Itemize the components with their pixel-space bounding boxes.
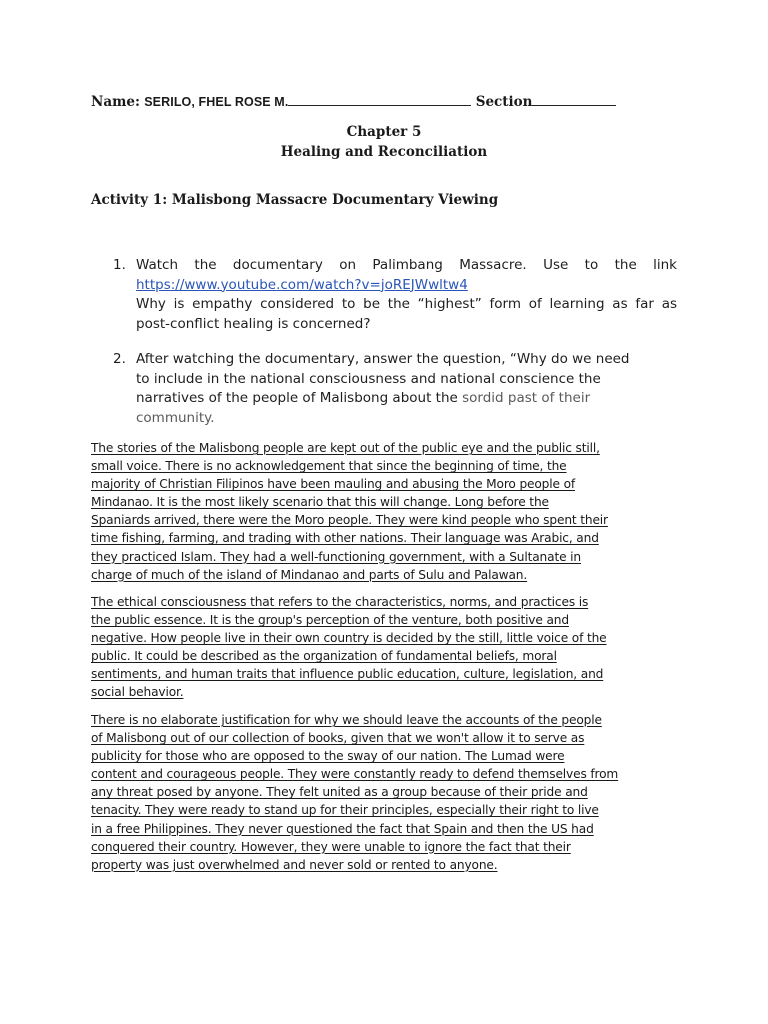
chapter-number: Chapter 5 bbox=[346, 124, 422, 140]
answer-line bbox=[91, 611, 607, 629]
question-text-faded: sordid past of their bbox=[462, 390, 591, 406]
answer-line-text: tenacity. They were ready to stand up for their principles, especially their right to live bbox=[91, 803, 599, 818]
answer-line bbox=[91, 729, 618, 747]
answer-line-text: Mindanao. It is the most likely scenario that this will change. Long before the bbox=[91, 495, 549, 510]
answer-line bbox=[91, 475, 608, 493]
answer-line-text: of Malisbong out of our collection of books, given that we won't allow it to serve as bbox=[91, 731, 585, 746]
answer-line-text: negative. How people live in their own country is decided by the still, little voice of the bbox=[91, 631, 607, 646]
answer-line bbox=[91, 665, 607, 683]
answer-line bbox=[91, 783, 618, 801]
answer-line bbox=[91, 856, 618, 874]
question-number: 2. bbox=[113, 351, 126, 367]
answer-line-text: majority of Christian Filipinos have been mauling and abusing the Moro people of bbox=[91, 477, 576, 492]
question-text: post-conflict healing is concerned? bbox=[136, 315, 371, 332]
question-1 bbox=[113, 256, 677, 334]
answer-line-text: sentiments, and human traits that influence public education, culture, legislation, and bbox=[91, 667, 604, 682]
answer-line-text: in a free Philippines. They never questioned the fact that Spain and then the US had bbox=[91, 821, 594, 836]
answer-line bbox=[91, 511, 608, 529]
answer-line-text: The stories of the Malisbong people are kept out of the public eye and the public still, bbox=[91, 441, 600, 455]
answer-line-text: any threat posed by anyone. They felt united as a group because of their pride and bbox=[91, 785, 588, 800]
answer-line bbox=[91, 548, 608, 566]
section-blank bbox=[532, 93, 616, 106]
answer-line bbox=[91, 593, 607, 611]
answer-line-text: social behavior. bbox=[91, 685, 184, 700]
answer-line bbox=[91, 820, 618, 838]
question-text-faded: community. bbox=[136, 409, 215, 426]
answer-line bbox=[91, 747, 618, 765]
answer-line-text: small voice. There is no acknowledgement that since the beginning of time, the bbox=[91, 459, 567, 474]
answer-paragraph-1 bbox=[91, 439, 608, 584]
name-section-line bbox=[91, 93, 616, 110]
answer-paragraph-3 bbox=[91, 711, 618, 874]
question-text: to include in the national consciousness and national conscience the bbox=[136, 370, 601, 387]
answer-line bbox=[91, 566, 608, 584]
question-2 bbox=[113, 350, 677, 428]
answer-line-text: they practiced Islam. They had a well-functioning government, with a Sultanate in bbox=[91, 549, 581, 564]
answer-line bbox=[91, 838, 618, 856]
name-blank bbox=[288, 93, 471, 106]
answer-line bbox=[91, 529, 608, 547]
section-label: Section bbox=[475, 94, 533, 110]
answer-line bbox=[91, 765, 618, 783]
name-label: Name: bbox=[91, 94, 140, 110]
question-text: Why is empathy considered to be the “highest” form of learning as far as bbox=[136, 296, 677, 312]
answer-line bbox=[91, 647, 607, 665]
answer-line bbox=[91, 683, 607, 701]
answer-line bbox=[91, 801, 618, 819]
activity-title: Activity 1: Malisbong Massacre Documentary Viewing bbox=[91, 192, 499, 208]
answer-line-text: public. It could be described as the organization of fundamental beliefs, moral bbox=[91, 649, 557, 664]
youtube-link[interactable]: https://www.youtube.com/watch?v=joREJWwltw4 bbox=[136, 276, 468, 293]
answer-line-text: charge of much of the island of Mindanao and parts of Sulu and Palawan. bbox=[91, 567, 528, 582]
answer-line-text: property was just overwhelmed and never sold or rented to anyone. bbox=[91, 857, 498, 872]
answer-line-text: There is no elaborate justification for why we should leave the accounts of the people bbox=[91, 713, 602, 727]
chapter-title: Healing and Reconciliation bbox=[280, 144, 488, 160]
answer-line bbox=[91, 711, 618, 729]
question-text: Watch the documentary on Palimbang Massacre. Use to the link bbox=[136, 257, 677, 273]
answer-line bbox=[91, 439, 608, 457]
answer-line bbox=[91, 629, 607, 647]
answer-line-text: conquered their country. However, they were unable to ignore the fact that their bbox=[91, 839, 571, 854]
answer-line bbox=[91, 457, 608, 475]
question-text: narratives of the people of Malisbong about the bbox=[136, 390, 463, 406]
question-number: 1. bbox=[113, 257, 126, 273]
answer-line-text: The ethical consciousness that refers to the characteristics, norms, and practices is bbox=[91, 595, 589, 609]
answer-line-text: Spaniards arrived, there were the Moro people. They were kind people who spent their bbox=[91, 513, 608, 528]
answer-line-text: publicity for those who are opposed to the sway of our nation. The Lumad were bbox=[91, 749, 565, 764]
answer-paragraph-2 bbox=[91, 593, 607, 702]
name-value: SERILO, FHEL ROSE M. bbox=[144, 95, 289, 109]
answer-line-text: time fishing, farming, and trading with other nations. Their language was Arabic, and bbox=[91, 531, 599, 546]
answer-line-text: content and courageous people. They were constantly ready to defend themselves from bbox=[91, 767, 619, 782]
question-text: After watching the documentary, answer the question, “Why do we need bbox=[136, 351, 630, 367]
answer-line-text: the public essence. It is the group's perception of the venture, both positive and bbox=[91, 613, 569, 628]
answer-line bbox=[91, 493, 608, 511]
